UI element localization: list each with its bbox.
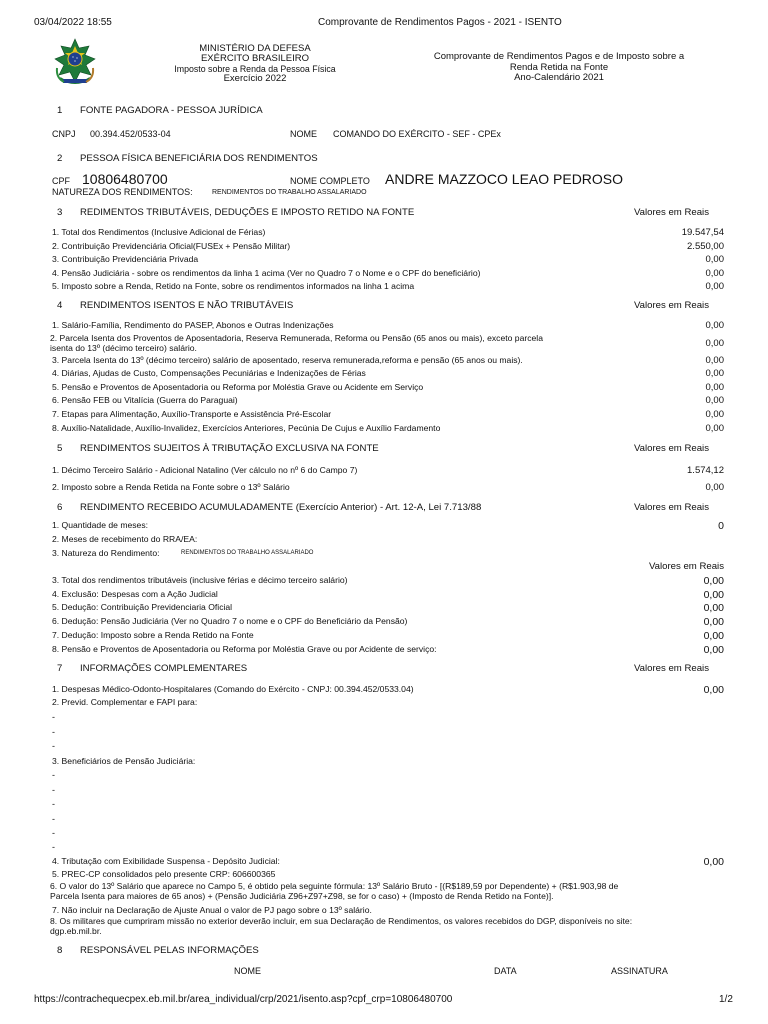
table-row <box>52 756 724 769</box>
table-row <box>52 684 724 697</box>
section-3-header <box>52 207 724 221</box>
row-label: 4. Exclusão: Despesas com a Ação Judicial <box>52 589 218 599</box>
note-line-1: 6. O valor do 13º Salário que aparece no Campo 5, é obtido pela seguinte fórmula: 13º Salário Bruto - [(R$189,59 por Dependente) + (R$1.903,98 de <box>50 881 619 891</box>
table-row <box>52 368 724 381</box>
table-row <box>52 241 724 254</box>
row-value: 2.550,00 <box>687 241 724 252</box>
row-value: 1.574,12 <box>687 465 724 476</box>
section-8-header <box>52 945 724 959</box>
document-title-2: Renda Retida na Fonte <box>509 61 609 73</box>
table-row <box>52 630 724 643</box>
section-title: RENDIMENTO RECEBIDO ACUMULADAMENTE (Exercício Anterior) - Art. 12-A, Lei 7.713/88 <box>80 502 482 513</box>
table-row <box>52 856 724 869</box>
note-line-1: 8. Os militares que cumpriram missão no exterior deverão incluir, em sua Declaração de Rendimentos, os valores recebidos do DGP, disponíveis no site: <box>50 916 633 926</box>
row-value: 0,00 <box>705 482 724 493</box>
ministry-name: MINISTÉRIO DA DEFESA <box>199 43 311 54</box>
row-value: 0,00 <box>705 409 724 420</box>
table-row <box>52 644 724 657</box>
row-label: 5. Dedução: Contribuição Previdenciaria Oficial <box>52 602 233 612</box>
row-value: 0,00 <box>705 268 724 279</box>
natureza-value: RENDIMENTOS DO TRABALHO ASSALARIADO <box>212 189 367 196</box>
row-value: 0,00 <box>705 320 724 331</box>
document-title-3: Ano-Calendário 2021 <box>514 72 604 83</box>
table-row <box>52 465 724 478</box>
row-value: 0,00 <box>705 423 724 434</box>
values-header: Valores em Reais <box>633 502 709 513</box>
table-row <box>52 320 724 333</box>
row-value: 0,00 <box>705 382 724 393</box>
exercise: Exercício 2022 <box>223 73 287 84</box>
row-label: 6. Dedução: Pensão Judiciária (Ver no Quadro 7 o nome e o CPF do Beneficiário da Pensão) <box>52 616 408 626</box>
table-row <box>52 616 724 629</box>
section-title: INFORMAÇÕES COMPLEMENTARES <box>80 663 248 674</box>
row-value: 0,00 <box>703 575 724 587</box>
table-row <box>52 602 724 615</box>
row-label <box>50 334 543 353</box>
signature-name-label: NOME <box>234 966 261 976</box>
empty-entry-dash: - <box>52 828 55 838</box>
table-row <box>52 697 724 710</box>
row-value: 0,00 <box>703 684 724 696</box>
row-label: 1. Quantidade de meses: <box>52 520 149 530</box>
values-header: Valores em Reais <box>633 443 709 454</box>
print-datetime: 03/04/2022 18:55 <box>34 17 112 28</box>
cnpj-label: CNPJ <box>52 129 76 139</box>
note-line-2: dgp.eb.mil.br. <box>50 925 102 936</box>
row-value: 0,00 <box>705 355 724 366</box>
note-text: 7. Não incluir na Declaração de Ajuste Anual o valor de PJ pago sobre o 13º salário. <box>52 905 372 915</box>
section-number: 3 <box>57 207 63 218</box>
row-label: 4. Diárias, Ajudas de Custo, Compensações Pecuniárias e Indenizações de Férias <box>52 368 366 378</box>
row-value: 0,00 <box>705 281 724 292</box>
row-value: 0,00 <box>703 616 724 628</box>
values-header: Valores em Reais <box>633 300 709 311</box>
signature-label: ASSINATURA <box>611 966 668 976</box>
row-value: 0,00 <box>703 630 724 642</box>
table-row <box>52 281 724 294</box>
row-label: 8. Auxílio-Natalidade, Auxílio-Invalidez, Exercícios Anteriores, Pecúnia De Cujus e Auxílio Fardamento <box>52 423 441 433</box>
row-label-line-2: isenta do 13º (décimo terceiro) salário. <box>50 342 197 353</box>
signature-date-label: DATA <box>494 966 517 976</box>
natureza-label: NATUREZA DOS RENDIMENTOS: <box>52 187 193 197</box>
section-number: 6 <box>57 502 63 513</box>
table-row <box>52 520 724 533</box>
table-row <box>52 395 724 408</box>
row-value: 0,00 <box>703 602 724 614</box>
row-value: 0 <box>718 520 724 532</box>
section-title: RENDIMENTOS ISENTOS E NÃO TRIBUTÁVEIS <box>80 300 294 311</box>
table-row <box>52 409 724 422</box>
note-8 <box>52 917 724 937</box>
row-value: 0,00 <box>703 856 724 868</box>
section-title: PESSOA FÍSICA BENEFICIÁRIA DOS RENDIMENTOS <box>80 153 318 164</box>
row-label: 5. Imposto sobre a Renda, Retido na Fonte, sobre os rendimentos informados na linha 1 acima <box>52 281 415 291</box>
table-row <box>52 534 724 547</box>
row-label: 5. Pensão e Proventos de Aposentadoria ou Reforma por Moléstia Grave ou Acidente em Serviço <box>52 382 424 392</box>
row-label: 3. Natureza do Rendimento: <box>52 548 160 558</box>
header-left <box>150 44 360 84</box>
row-label: 2. Contribuição Previdenciária Oficial(FUSEx + Pensão Militar) <box>52 241 291 251</box>
empty-entry-dash: - <box>52 741 55 751</box>
empty-entry-dash: - <box>52 842 55 852</box>
row-value: 0,00 <box>705 338 724 349</box>
section-2-header <box>52 153 724 167</box>
empty-entry-dash: - <box>52 712 55 722</box>
cpf-label: CPF <box>52 176 70 186</box>
payer-name: COMANDO DO EXÉRCITO - SEF - CPEx <box>333 129 501 139</box>
row-label: 2. Previd. Complementar e FAPI para: <box>52 697 198 707</box>
section-7-header <box>52 663 724 677</box>
table-row <box>52 227 724 240</box>
section-4-header <box>52 300 724 314</box>
section-1-header <box>52 105 724 119</box>
row-label: 7. Etapas para Alimentação, Auxílio-Transporte e Assistência Pré-Escolar <box>52 409 332 419</box>
section-title: RESPONSÁVEL PELAS INFORMAÇÕES <box>80 945 259 956</box>
row-value: 0,00 <box>703 644 724 656</box>
row-label: 1. Salário-Família, Rendimento do PASEP, Abonos e Outras Indenizações <box>52 320 334 330</box>
row-label: 1. Despesas Médico-Odonto-Hospitalares (Comando do Exército - CNPJ: 00.394.452/0533.04) <box>52 684 414 694</box>
cpf-value: 10806480700 <box>82 171 168 187</box>
row-label: 3. Contribuição Previdenciária Privada <box>52 254 199 264</box>
section-number: 4 <box>57 300 63 311</box>
row-value: 0,00 <box>705 395 724 406</box>
section-title: REDIMENTOS TRIBUTÁVEIS, DEDUÇÕES E IMPOSTO RETIDO NA FONTE <box>80 207 415 218</box>
row-label: 4. Tributação com Exibilidade Suspensa - Depósito Judicial: <box>52 856 280 866</box>
values-header: Valores em Reais <box>648 561 724 572</box>
document-title-1: Comprovante de Rendimentos Pagos e de Imposto sobre a <box>433 51 685 62</box>
table-row <box>52 575 724 588</box>
empty-entry-dash: - <box>52 727 55 737</box>
row-value: 0,00 <box>705 368 724 379</box>
row-label: 6. Pensão FEB ou Vitalícia (Guerra do Paraguai) <box>52 395 238 405</box>
table-row <box>52 334 724 354</box>
table-row <box>52 548 724 561</box>
print-page-title: Comprovante de Rendimentos Pagos - 2021 - ISENTO <box>318 17 562 28</box>
row-label: 3. Total dos rendimentos tributáveis (inclusive férias e décimo terceiro salário) <box>52 575 348 585</box>
row-label: 8. Pensão e Proventos de Aposentadoria ou Reforma por Moléstia Grave ou por Acidente de serviço: <box>52 644 437 654</box>
print-page-number: 1/2 <box>719 994 733 1005</box>
header-right <box>404 52 714 84</box>
row-label: 5. PREC-CP consolidados pelo presente CRP: 606600365 <box>52 869 276 879</box>
full-name-label: NOME COMPLETO <box>290 176 370 186</box>
table-row <box>52 423 724 436</box>
row-label: 3. Parcela Isenta do 13º (décimo terceiro) salário de aposentado, reserva remunerada,reforma e pensão (65 anos ou mais). <box>52 355 523 365</box>
empty-entry-dash: - <box>52 785 55 795</box>
note-text <box>50 882 618 902</box>
note-text <box>50 917 632 937</box>
section-title: FONTE PAGADORA - PESSOA JURÍDICA <box>80 105 263 116</box>
nome-label: NOME <box>290 129 317 139</box>
row-label: 1. Décimo Terceiro Salário - Adicional Natalino (Ver cálculo no nº 6 do Campo 7) <box>52 465 358 475</box>
army-name: EXÉRCITO BRASILEIRO <box>200 53 310 64</box>
table-row <box>52 382 724 395</box>
section-title: RENDIMENTOS SUJEITOS À TRIBUTAÇÃO EXCLUSIVA NA FONTE <box>80 443 379 454</box>
empty-entry-dash: - <box>52 799 55 809</box>
cnpj-value: 00.394.452/0533-04 <box>90 129 171 139</box>
row-label: 3. Beneficiários de Pensão Judiciária: <box>52 756 196 766</box>
row-label: 7. Dedução: Imposto sobre a Renda Retido na Fonte <box>52 630 254 640</box>
row-value: 0,00 <box>705 254 724 265</box>
row-label: 2. Meses de recebimento do RRA/EA: <box>52 534 198 544</box>
table-row <box>52 589 724 602</box>
note-line-2: Parcela Isenta para maiores de 65 anos) + (Pensão Judiciária Z96+Z97+Z98, se for o caso) + (Imposto de Renda Retido na Fonte)]. <box>50 890 554 901</box>
section-number: 8 <box>57 945 63 956</box>
row-label: 2. Imposto sobre a Renda Retida na Fonte sobre o 13º Salário <box>52 482 290 492</box>
row-value: 0,00 <box>703 589 724 601</box>
row-label: 4. Pensão Judiciária - sobre os rendimentos da linha 1 acima (Ver no Quadro 7 o Nome e o CPF do beneficiário) <box>52 268 481 278</box>
empty-entry-dash: - <box>52 814 55 824</box>
row-label-line-1: 2. Parcela Isenta dos Proventos de Aposentadoria, Reserva Remunerada, Reforma ou Pensão (65 anos ou mais), exceto parcela <box>50 333 543 343</box>
section-number: 2 <box>57 153 63 164</box>
brazil-coat-of-arms-icon <box>52 38 98 88</box>
row-value: 19.547,54 <box>681 227 724 238</box>
section-5-header <box>52 443 724 457</box>
section-number: 1 <box>57 105 63 116</box>
empty-entry-dash: - <box>52 770 55 780</box>
beneficiary-name: ANDRE MAZZOCO LEAO PEDROSO <box>385 171 624 187</box>
row-label: 1. Total dos Rendimentos (Inclusive Adicional de Férias) <box>52 227 266 237</box>
table-row <box>52 254 724 267</box>
print-url[interactable]: https://contrachequecpex.eb.mil.br/area_individual/crp/2021/isento.asp?cpf_crp=10806480700 <box>34 994 453 1005</box>
values-header: Valores em Reais <box>633 207 709 218</box>
section-number: 7 <box>57 663 63 674</box>
tax-name: Imposto sobre a Renda da Pessoa Física <box>174 64 336 74</box>
values-header: Valores em Reais <box>633 663 709 674</box>
note-6 <box>52 882 724 902</box>
table-row <box>52 482 724 495</box>
table-row <box>52 355 724 368</box>
table-row <box>52 268 724 281</box>
section-number: 5 <box>57 443 63 454</box>
section-6-header <box>52 502 724 516</box>
row-value: RENDIMENTOS DO TRABALHO ASSALARIADO <box>181 550 314 556</box>
